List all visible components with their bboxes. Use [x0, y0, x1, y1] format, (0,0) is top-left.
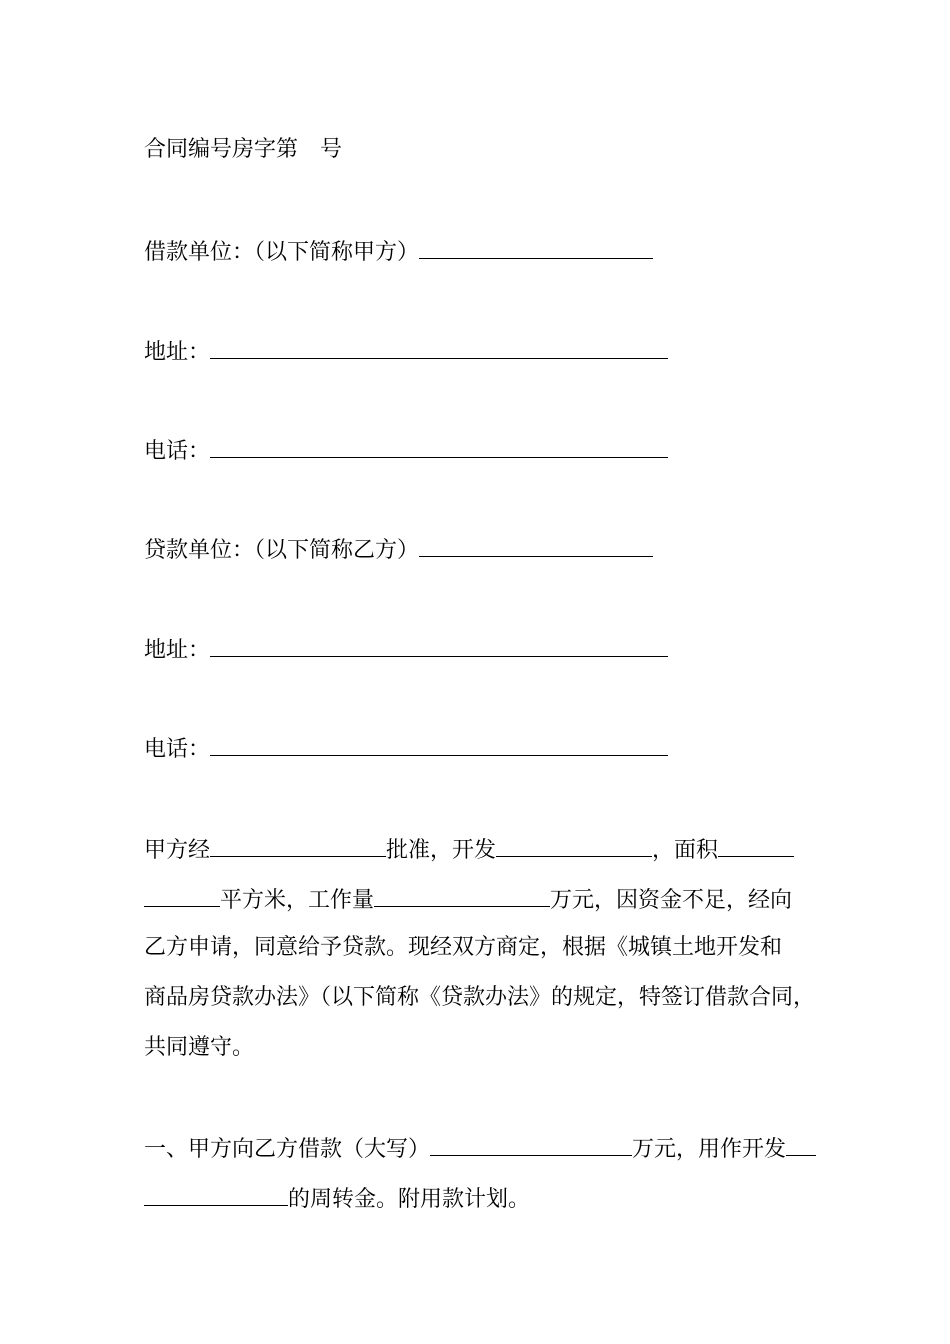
lender-phone-line — [144, 731, 668, 763]
purpose-blank-end[interactable] — [144, 1181, 288, 1206]
clause-1-text-1: 一、甲方向乙方借款（大写） — [144, 1137, 431, 1162]
approval-blank[interactable] — [210, 832, 386, 857]
project-blank[interactable] — [496, 832, 652, 857]
lender-blank[interactable] — [419, 532, 653, 557]
lender-address-line — [144, 632, 668, 664]
lender-address-label: 地址： — [144, 638, 211, 663]
intro-text-4: 平方米，工作量 — [220, 888, 375, 913]
borrower-blank[interactable] — [419, 234, 653, 259]
borrower-phone-blank[interactable] — [210, 433, 668, 458]
intro-text-7: 商品房贷款办法》（以下简称《贷款办法》的规定，特签订借款合同， — [144, 985, 816, 1010]
lender-line — [144, 532, 653, 564]
clause-1-text-3: 的周转金。附用款计划。 — [288, 1187, 531, 1212]
intro-line-2 — [144, 882, 792, 914]
area-blank-start[interactable] — [718, 832, 794, 857]
intro-text-3: ，面积 — [652, 838, 719, 863]
workload-blank[interactable] — [374, 882, 550, 907]
lender-address-blank[interactable] — [210, 632, 668, 657]
contract-number-label: 合同编号房字第 — [144, 137, 299, 162]
borrower-address-label: 地址： — [144, 340, 211, 365]
intro-text-5: 万元，因资金不足，经向 — [550, 888, 793, 913]
area-blank-end[interactable] — [144, 882, 220, 907]
intro-text-8: 共同遵守。 — [144, 1035, 255, 1060]
intro-line-1 — [144, 832, 794, 864]
intro-line-5 — [144, 1032, 254, 1064]
clause-1-line-1 — [144, 1131, 816, 1163]
contract-number-suffix: 号 — [320, 137, 343, 162]
purpose-blank-start[interactable] — [786, 1131, 816, 1156]
borrower-label: 借款单位：（以下简称甲方） — [144, 240, 420, 265]
intro-line-4 — [144, 982, 815, 1014]
contract-number-line — [144, 134, 342, 166]
borrower-address-line — [144, 334, 668, 366]
lender-label: 贷款单位：（以下简称乙方） — [144, 538, 420, 563]
loan-amount-blank[interactable] — [430, 1131, 632, 1156]
borrower-phone-line — [144, 433, 668, 465]
borrower-line — [144, 234, 653, 266]
lender-phone-blank[interactable] — [210, 731, 668, 756]
borrower-address-blank[interactable] — [210, 334, 668, 359]
clause-1-line-2 — [144, 1181, 530, 1213]
borrower-phone-label: 电话： — [144, 439, 211, 464]
lender-phone-label: 电话： — [144, 737, 211, 762]
intro-text-2: 批准，开发 — [386, 838, 497, 863]
intro-line-3 — [144, 932, 782, 964]
clause-1-text-2: 万元，用作开发 — [632, 1137, 787, 1162]
intro-text-6: 乙方申请，同意给予贷款。现经双方商定，根据《城镇土地开发和 — [144, 935, 783, 960]
intro-text-1: 甲方经 — [144, 838, 211, 863]
